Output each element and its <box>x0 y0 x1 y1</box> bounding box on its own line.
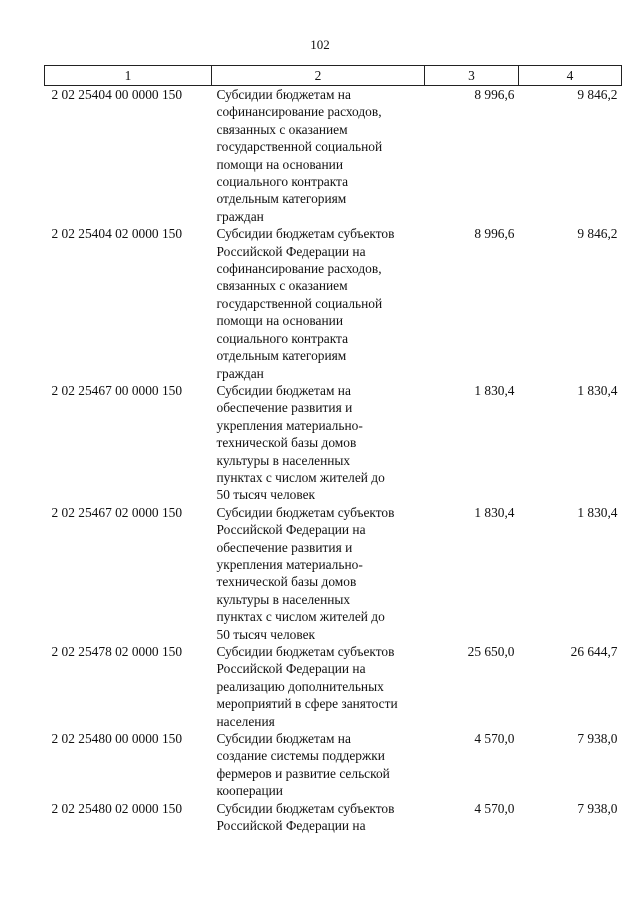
revenue-code: 2 02 25480 00 0000 150 <box>51 731 183 747</box>
table-row <box>45 800 622 835</box>
table-row <box>45 730 622 800</box>
revenue-name-line: обеспечение развития и <box>216 539 353 555</box>
revenue-name-line: Субсидии бюджетам субъектов <box>216 226 395 242</box>
revenue-name <box>212 225 425 382</box>
revenue-name-line: реализацию дополнительных <box>216 678 384 694</box>
revenue-name-line: Российской Федерации на <box>216 818 366 834</box>
amount-col4: 9 846,2 <box>577 226 618 242</box>
amount-col3: 4 570,0 <box>474 800 515 816</box>
revenue-name-line: отдельным категориям <box>216 348 347 364</box>
revenue-name-line: пунктах с числом жителей до <box>216 469 385 485</box>
amount-col4: 7 938,0 <box>577 731 618 747</box>
revenue-name-line: 50 тысяч человек <box>216 487 316 503</box>
revenue-code: 2 02 25404 02 0000 150 <box>51 226 183 242</box>
revenue-name <box>212 504 425 643</box>
revenue-name-line: социального контракта <box>216 330 349 346</box>
table-row <box>45 504 622 643</box>
revenue-name-line: пунктах с числом жителей до <box>216 609 385 625</box>
revenue-name-line: софинансирование расходов, <box>216 261 382 277</box>
header-row <box>45 66 622 86</box>
amount-col4: 7 938,0 <box>577 800 618 816</box>
revenue-code: 2 02 25480 02 0000 150 <box>51 800 183 816</box>
revenue-name-line: укрепления материально- <box>216 417 363 433</box>
revenue-name <box>212 382 425 504</box>
revenue-name-line: государственной социальной <box>216 139 383 155</box>
revenue-code: 2 02 25467 02 0000 150 <box>51 504 183 520</box>
revenue-name-line: Российской Федерации на <box>216 661 366 677</box>
revenue-name-line: кооперации <box>216 783 283 799</box>
revenue-name-line: технической базы домов <box>216 435 357 451</box>
amount-col3: 25 650,0 <box>467 644 515 659</box>
revenue-name-line: Субсидии бюджетам на <box>216 382 351 398</box>
amount-col4: 9 846,2 <box>577 87 618 102</box>
revenue-name-line: технической базы домов <box>216 574 357 590</box>
revenue-name-line: помощи на основании <box>216 313 343 329</box>
revenue-name-line: Субсидии бюджетам субъектов <box>216 644 395 659</box>
revenue-name-line: культуры в населенных <box>216 452 351 468</box>
table-row <box>45 643 622 730</box>
revenue-name-line: мероприятий в сфере занятости <box>216 696 398 712</box>
table-body <box>45 86 622 835</box>
revenue-name-line: Субсидии бюджетам на <box>216 731 351 747</box>
revenue-name-line: Российской Федерации на <box>216 522 366 538</box>
amount-col4: 26 644,7 <box>570 644 618 659</box>
amount-col3: 8 996,6 <box>474 87 515 102</box>
header-col-1: 1 <box>45 66 212 86</box>
revenue-name-line: населения <box>216 713 275 729</box>
revenue-name <box>212 730 425 800</box>
revenue-name-line: Субсидии бюджетам субъектов <box>216 504 395 520</box>
budget-revenue-table <box>44 65 622 834</box>
header-col-3: 3 <box>425 66 519 86</box>
revenue-name-line: 50 тысяч человек <box>216 626 316 642</box>
revenue-code: 2 02 25404 00 0000 150 <box>51 87 183 102</box>
revenue-name <box>212 800 425 835</box>
revenue-name-line: фермеров и развитие сельской <box>216 765 390 781</box>
amount-col3: 4 570,0 <box>474 731 515 747</box>
table-header <box>45 66 622 86</box>
revenue-name <box>212 643 425 730</box>
revenue-name-line: Субсидии бюджетам на <box>216 87 351 102</box>
revenue-name-line: Российской Федерации на <box>216 243 366 259</box>
header-col-2: 2 <box>212 66 425 86</box>
revenue-name-line: обеспечение развития и <box>216 400 353 416</box>
revenue-name-line: граждан <box>216 365 264 381</box>
revenue-name-line: софинансирование расходов, <box>216 104 382 120</box>
header-col-4: 4 <box>519 66 622 86</box>
table-row <box>45 225 622 382</box>
revenue-code: 2 02 25467 00 0000 150 <box>51 382 183 398</box>
amount-col3: 1 830,4 <box>474 382 515 398</box>
revenue-code: 2 02 25478 02 0000 150 <box>51 644 183 659</box>
revenue-name-line: укрепления материально- <box>216 556 363 572</box>
revenue-name-line: связанных с оказанием <box>216 278 348 294</box>
table-row <box>45 86 622 226</box>
revenue-name-line: государственной социальной <box>216 295 383 311</box>
revenue-name-line: отдельным категориям <box>216 191 347 207</box>
revenue-name <box>212 86 425 226</box>
revenue-name-line: граждан <box>216 208 264 224</box>
amount-col3: 8 996,6 <box>474 226 515 242</box>
revenue-name-line: помощи на основании <box>216 156 343 172</box>
revenue-name-line: связанных с оказанием <box>216 121 348 137</box>
revenue-name-line: создание системы поддержки <box>216 748 385 764</box>
amount-col4: 1 830,4 <box>577 504 618 520</box>
page-number: 102 <box>310 37 330 52</box>
amount-col3: 1 830,4 <box>474 504 515 520</box>
revenue-name-line: социального контракта <box>216 174 349 190</box>
revenue-name-line: культуры в населенных <box>216 591 351 607</box>
revenue-name-line: Субсидии бюджетам субъектов <box>216 800 395 816</box>
amount-col4: 1 830,4 <box>577 382 618 398</box>
table-row <box>45 382 622 504</box>
